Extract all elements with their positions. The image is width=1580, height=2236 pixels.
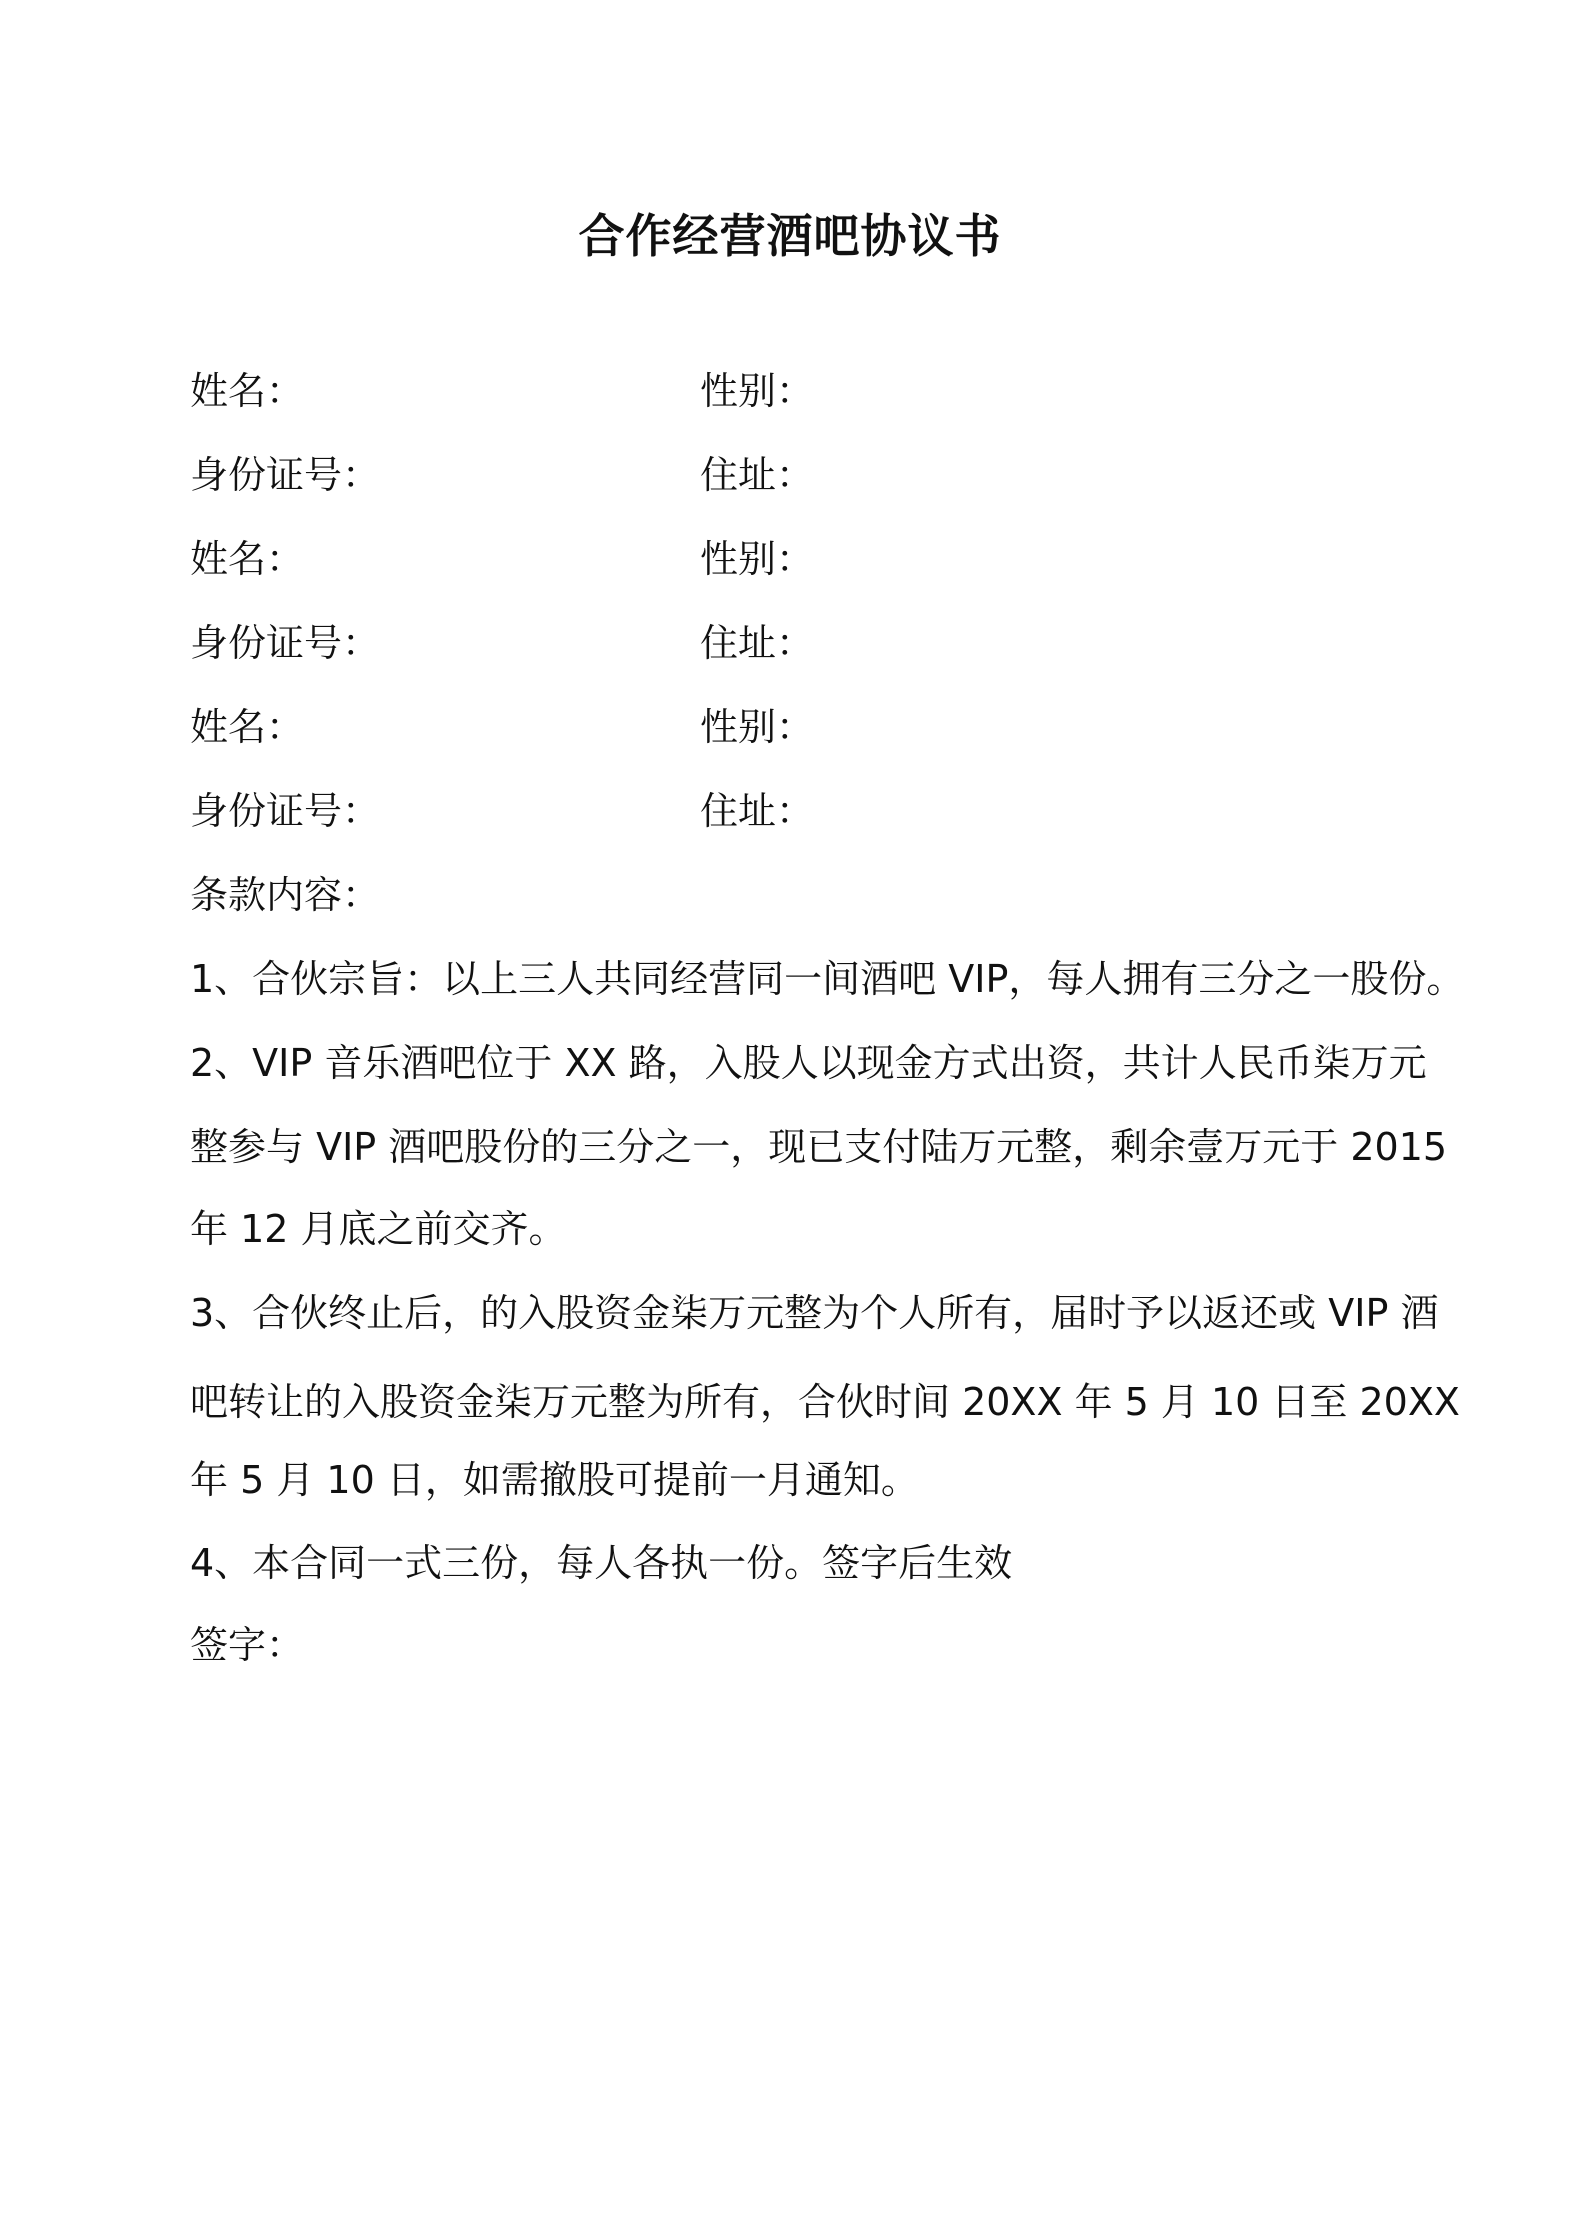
address-label: 住址： — [700, 621, 815, 665]
gender-label: 性别： — [700, 369, 815, 413]
gender-label: 性别： — [700, 705, 815, 749]
party-2-id-row — [190, 618, 1400, 668]
id-number-label: 身份证号： — [190, 789, 381, 833]
clause-2-line-3: 年 12 月底之前交齐。 — [190, 1207, 567, 1251]
clause-2-line-2: 整参与 VIP 酒吧股份的三分之一，现已支付陆万元整，剩余壹万元于 2015 — [190, 1125, 1448, 1169]
name-label: 姓名： — [190, 705, 305, 749]
clause-3-line-1: 3、合伙终止后，的入股资金柒万元整为个人所有，届时予以返还或 VIP 酒 — [190, 1291, 1439, 1335]
document-title: 合作经营酒吧协议书 — [578, 209, 1002, 263]
clause-4-line-1: 4、本合同一式三份，每人各执一份。签字后生效 — [190, 1541, 1013, 1585]
party-2-name-row — [190, 534, 1400, 584]
name-label: 姓名： — [190, 537, 305, 581]
id-number-label: 身份证号： — [190, 621, 381, 665]
signature-label: 签字： — [190, 1623, 305, 1667]
clause-3-line-3: 年 5 月 10 日，如需撤股可提前一月通知。 — [190, 1458, 919, 1502]
clause-3-line-2: 吧转让的入股资金柒万元整为所有，合伙时间 20XX 年 5 月 10 日至 20XX — [190, 1380, 1460, 1424]
party-1-id-row — [190, 450, 1400, 500]
name-label: 姓名： — [190, 369, 305, 413]
address-label: 住址： — [700, 453, 815, 497]
party-3-id-row — [190, 786, 1400, 836]
gender-label: 性别： — [700, 537, 815, 581]
terms-heading: 条款内容： — [190, 873, 381, 917]
party-3-name-row — [190, 702, 1400, 752]
id-number-label: 身份证号： — [190, 453, 381, 497]
party-1-name-row — [190, 366, 1400, 416]
clause-1-line-1: 1、合伙宗旨：以上三人共同经营同一间酒吧 VIP，每人拥有三分之一股份。 — [190, 957, 1465, 1001]
address-label: 住址： — [700, 789, 815, 833]
clause-2-line-1: 2、VIP 音乐酒吧位于 XX 路，入股人以现金方式出资，共计人民币柒万元 — [190, 1041, 1427, 1085]
